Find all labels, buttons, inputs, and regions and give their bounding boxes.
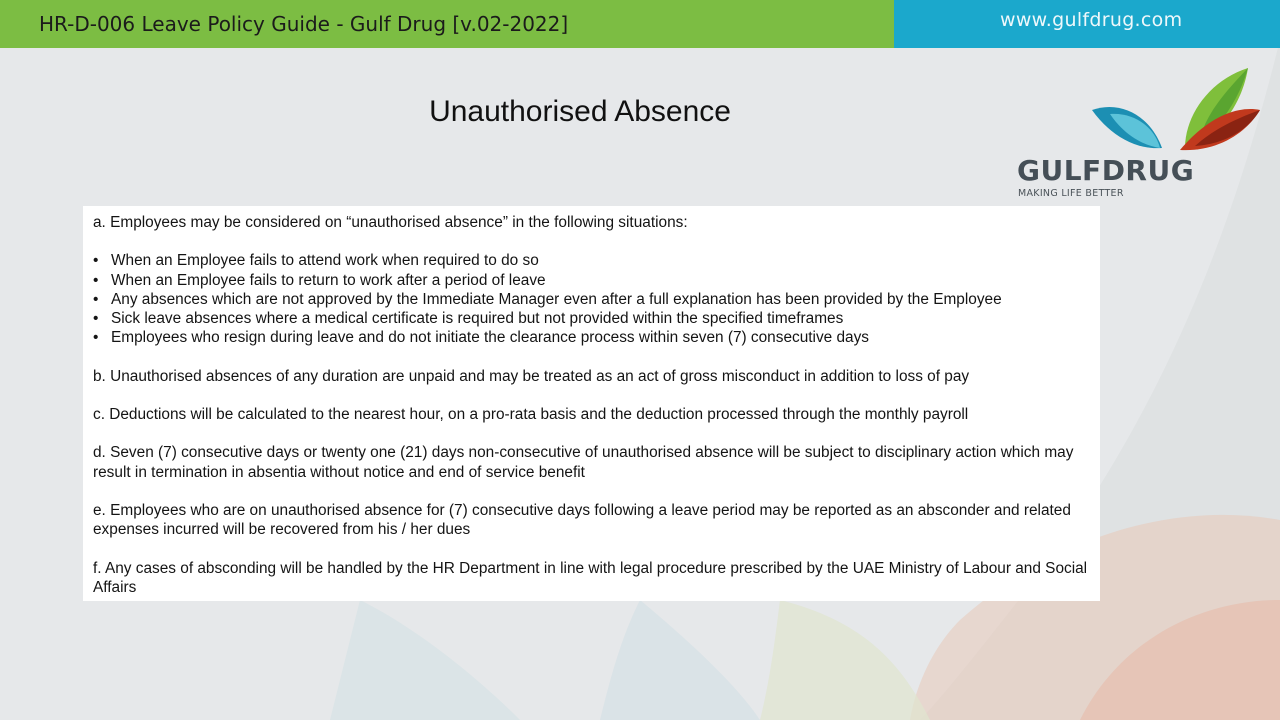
slide-title: Unauthorised Absence bbox=[429, 95, 731, 128]
header-title-bar bbox=[0, 0, 894, 48]
list-item: • When an Employee fails to attend work when required to do so bbox=[93, 251, 1090, 270]
header-website-bar bbox=[894, 0, 1280, 48]
list-item: • When an Employee fails to return to work after a period of leave bbox=[93, 271, 1090, 290]
document-title: HR-D-006 Leave Policy Guide - Gulf Drug [v.02-2022] bbox=[39, 12, 569, 36]
paragraph-d: d. Seven (7) consecutive days or twenty one (21) days non-consecutive of unauthorised absence will be subject to disciplinary action which may result in termination in absentia without notice and end of service benefit bbox=[93, 444, 1074, 481]
list-item: • Sick leave absences where a medical certificate is required but not provided within the specified timeframes bbox=[93, 309, 1090, 328]
logo-wordmark: GULFDRUG bbox=[1017, 154, 1195, 187]
policy-content-box bbox=[83, 206, 1100, 601]
leaf-logo-icon bbox=[1010, 60, 1270, 155]
list-item: • Employees who resign during leave and do not initiate the clearance process within seven (7) consecutive days bbox=[93, 328, 1090, 347]
website-link[interactable]: www.gulfdrug.com bbox=[1000, 9, 1183, 31]
logo-tagline: MAKING LIFE BETTER bbox=[1018, 188, 1124, 199]
paragraph-f: f. Any cases of absconding will be handled by the HR Department in line with legal procedure prescribed by the UAE Ministry of Labour and Social Affairs bbox=[93, 559, 1088, 596]
paragraph-b: b. Unauthorised absences of any duration are unpaid and may be treated as an act of gross misconduct in addition to loss of pay bbox=[93, 367, 970, 385]
paragraph-c: c. Deductions will be calculated to the nearest hour, on a pro-rata basis and the deduction processed through the monthly payroll bbox=[93, 405, 969, 423]
paragraph-e: e. Employees who are on unauthorised absence for (7) consecutive days following a leave period may be reported as an absconder and related expenses incurred will be recovered from his / her dues bbox=[93, 501, 1071, 539]
situations-list bbox=[93, 251, 1090, 347]
list-item: • Any absences which are not approved by the Immediate Manager even after a full explanation has been provided by the Employee bbox=[93, 290, 1090, 309]
intro-paragraph: a. Employees may be considered on “unauthorised absence” in the following situations: bbox=[93, 214, 688, 231]
company-logo bbox=[1010, 60, 1270, 205]
